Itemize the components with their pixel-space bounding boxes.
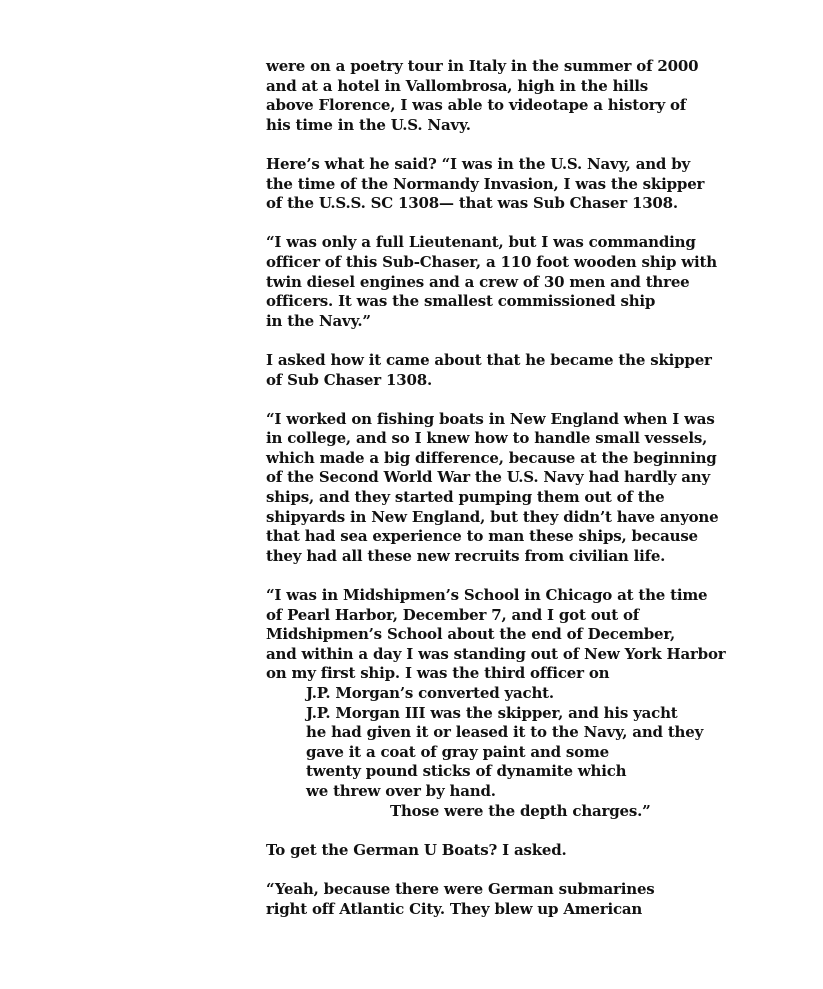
text-column	[266, 57, 766, 939]
text-line: I asked how it came about that he became the skipper	[266, 350, 712, 369]
text-line: above Florence, I was able to videotape a history of	[266, 96, 687, 115]
text-line: were on a poetry tour in Italy in the summer of 2000	[266, 57, 699, 75]
text-line: right off Atlantic City. They blew up American	[266, 899, 643, 918]
text-line: gave it a coat of gray paint and some	[306, 742, 609, 761]
paragraph	[266, 586, 766, 821]
text-line: “I worked on fishing boats in New England when I was	[266, 409, 715, 428]
text-line: officer of this Sub-Chaser, a 110 foot wooden ship with	[266, 252, 717, 271]
text-line: and at a hotel in Vallombrosa, high in the hills	[266, 76, 649, 95]
paragraph	[266, 410, 766, 567]
paragraph	[266, 233, 766, 331]
text-line: of the U.S.S. SC 1308— that was Sub Chaser 1308.	[266, 194, 678, 213]
text-line: of Pearl Harbor, December 7, and I got out of	[266, 605, 640, 624]
text-line: To get the German U Boats? I asked.	[266, 840, 567, 859]
text-line: his time in the U.S. Navy.	[266, 115, 471, 134]
text-line: “I was only a full Lieutenant, but I was commanding	[266, 233, 696, 252]
text-line: “Yeah, because there were German submarines	[266, 879, 655, 898]
text-line: they had all these new recruits from civilian life.	[266, 546, 666, 565]
paragraph	[266, 57, 766, 135]
text-line: “I was in Midshipmen’s School in Chicago at the time	[266, 586, 708, 605]
text-line: of Sub Chaser 1308.	[266, 370, 432, 389]
paragraph	[266, 351, 766, 390]
text-line: which made a big difference, because at the beginning	[266, 448, 717, 467]
text-line: on my first ship. I was the third officer on	[266, 664, 610, 683]
text-line: Those were the depth charges.”	[390, 801, 651, 820]
text-line: J.P. Morgan’s converted yacht.	[306, 684, 554, 702]
text-line: he had given it or leased it to the Navy, and they	[306, 723, 704, 742]
text-line: the time of the Normandy Invasion, I was the skipper	[266, 174, 705, 193]
paragraph	[266, 880, 766, 919]
text-line: twin diesel engines and a crew of 30 men and three	[266, 272, 690, 291]
text-line: in the Navy.”	[266, 311, 371, 330]
text-line: we threw over by hand.	[306, 781, 496, 800]
text-line: J.P. Morgan III was the skipper, and his yacht	[306, 703, 678, 722]
text-line: and within a day I was standing out of New York Harbor	[266, 644, 726, 663]
text-line: officers. It was the smallest commissioned ship	[266, 292, 656, 311]
text-line: shipyards in New England, but they didn’t have anyone	[266, 507, 719, 526]
text-line: twenty pound sticks of dynamite which	[306, 762, 627, 781]
text-line: Here’s what he said? “I was in the U.S. Navy, and by	[266, 154, 691, 173]
text-line: Midshipmen’s School about the end of December,	[266, 625, 676, 644]
text-line: that had sea experience to man these ships, because	[266, 527, 698, 546]
text-line: ships, and they started pumping them out of the	[266, 488, 665, 507]
text-line: of the Second World War the U.S. Navy had hardly any	[266, 468, 711, 487]
paragraph	[266, 155, 766, 214]
text-line: in college, and so I knew how to handle small vessels,	[266, 429, 708, 448]
paragraph	[266, 841, 766, 861]
